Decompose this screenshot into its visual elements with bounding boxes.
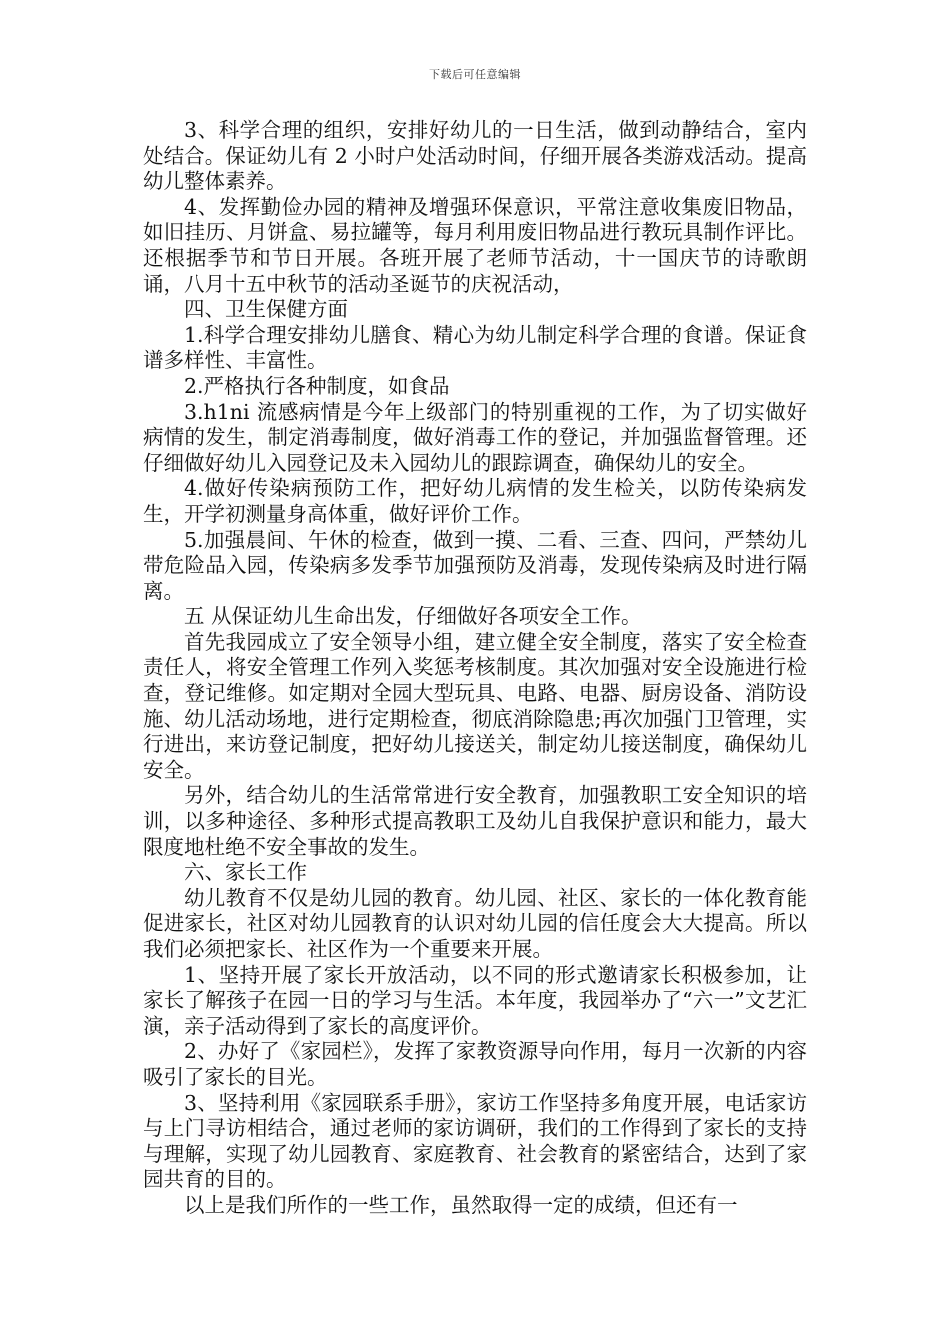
paragraph: 2、办好了《家园栏》，发挥了家教资源导向作用，每月一次新的内容吸引了家长的目光。: [143, 1039, 807, 1089]
paragraph: 2.严格执行各种制度，如食品: [184, 373, 450, 398]
paragraph: 4、发挥勤俭办园的精神及增强环保意识，平常注意收集废旧物品，如旧挂历、月饼盒、易拉罐等，每月利用废旧物品进行教玩具制作评比。还根据季节和节日开展。各班开展了老师节活动，十一国庆节的诗歌朗诵，八月十五中秋节的活动圣诞节的庆祝活动，: [143, 194, 807, 296]
paragraph: 首先我园成立了安全领导小组，建立健全安全制度，落实了安全检查责任人，将安全管理工作列入奖惩考核制度。其次加强对安全设施进行检查，登记维修。如定期对全园大型玩具、电路、电器、厨房设备、消防设施、幼儿活动场地，进行定期检查，彻底消除隐患;再次加强门卫管理，实行进出，来访登记制度，把好幼儿接送关，制定幼儿接送制度，确保幼儿安全。: [143, 629, 807, 782]
paragraph: 3、科学合理的组织，安排好幼儿的一日生活，做到动静结合，室内处结合。保证幼儿有 2 小时户处活动时间，仔细开展各类游戏活动。提高幼儿整体素养。: [143, 118, 807, 194]
paragraph: 5.加强晨间、午休的检查，做到一摸、二看、三查、四问，严禁幼儿带危险品入园，传染病多发季节加强预防及消毒，发现传染病及时进行隔离。: [143, 527, 807, 603]
paragraph: 以上是我们所作的一些工作，虽然取得一定的成绩，但还有一: [184, 1192, 738, 1217]
paragraph: 另外，结合幼儿的生活常常进行安全教育，加强教职工安全知识的培训，以多种途径、多种形式提高教职工及幼儿自我保护意识和能力，最大限度地杜绝不安全事故的发生。: [143, 783, 807, 859]
section-heading: 五 从保证幼儿生命出发，仔细做好各项安全工作。: [184, 604, 642, 629]
paragraph: 1.科学合理安排幼儿膳食、精心为幼儿制定科学合理的食谱。保证食谱多样性、丰富性。: [143, 322, 807, 373]
paragraph: 幼儿教育不仅是幼儿园的教育。幼儿园、社区、家长的一体化教育能促进家长，社区对幼儿园教育的认识对幼儿园的信任度会大大提高。所以我们必须把家长、社区作为一个重要来开展。: [143, 885, 807, 961]
paragraph: 3、坚持利用《家园联系手册》，家访工作坚持多角度开展，电话家访与上门寻访相结合，通过老师的家访调研，我们的工作得到了家长的支持与理解，实现了幼儿园教育、家庭教育、社会教育的紧密结合，达到了家园共育的目的。: [143, 1090, 807, 1192]
section-heading: 四、卫生保健方面: [184, 297, 348, 322]
paragraph: 1、坚持开展了家长开放活动，以不同的形式邀请家长积极参加，让家长了解孩子在园一日的学习与生活。本年度，我园举办了“六一”文艺汇演，亲子活动得到了家长的高度评价。: [143, 962, 807, 1038]
section-heading: 六、家长工作: [184, 860, 307, 885]
paragraph: 3.h1ni 流感病情是今年上级部门的特别重视的工作，为了切实做好病情的发生，制定消毒制度，做好消毒工作的登记，并加强监督管理。还仔细做好幼儿入园登记及未入园幼儿的跟踪调查，确保幼儿的安全。: [143, 399, 807, 475]
document-body: [143, 118, 807, 1219]
page-header-note: 下载后可任意编辑: [429, 68, 521, 81]
paragraph: 4.做好传染病预防工作，把好幼儿病情的发生检关，以防传染病发生，开学初测量身高体重，做好评价工作。: [143, 476, 807, 526]
